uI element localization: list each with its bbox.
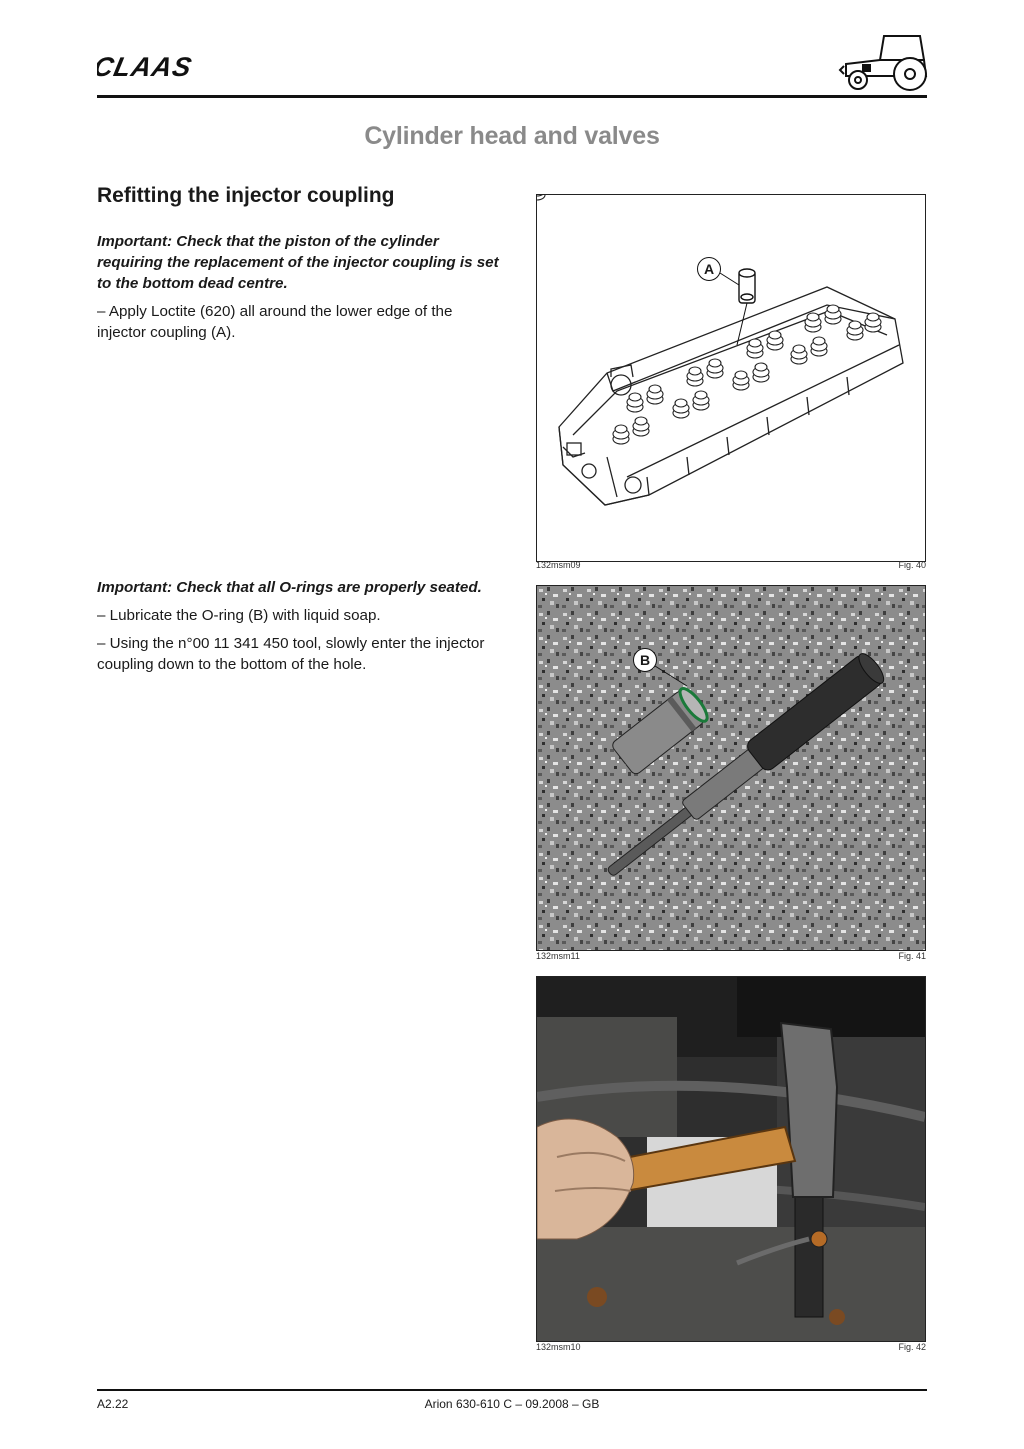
section-title: Refitting the injector coupling — [97, 184, 395, 207]
important-note-2: Important: Check that all O-rings are properly seated. — [97, 579, 482, 596]
figure-number: Fig. 40 — [898, 560, 926, 570]
hammer-photo — [536, 976, 926, 1342]
tractor-icon — [836, 30, 930, 92]
instruction-block-2 — [97, 577, 502, 682]
document-reference: Arion 630-610 C – 09.2008 – GB — [424, 1397, 600, 1411]
figure-code: 132msm10 — [536, 1342, 581, 1352]
instruction-block-1 — [97, 231, 502, 350]
callout-a: A — [697, 257, 721, 281]
tool-photo — [536, 585, 926, 951]
figure-number: Fig. 41 — [898, 951, 926, 961]
figure-code: 132msm11 — [536, 951, 580, 961]
callout-b: B — [633, 648, 657, 672]
step-enter-coupling: – Using the n°00 11 341 450 tool, slowly enter the injector coupling down to the bottom of the hole. — [97, 635, 485, 673]
step-lubricate-oring: – Lubricate the O-ring (B) with liquid soap. — [97, 607, 381, 624]
important-note-1: Important: Check that the piston of the cylinder requiring the replacement of the injector coupling is set to the bottom dead centre. — [97, 233, 499, 292]
page-number: A2.22 — [97, 1397, 129, 1411]
figure-number: Fig. 42 — [898, 1342, 926, 1352]
header-rule — [97, 95, 927, 98]
step-apply-loctite: – Apply Loctite (620) all around the lower edge of the injector coupling (A). — [97, 303, 453, 341]
figure-code: 132msm09 — [536, 560, 581, 570]
footer-rule — [97, 1389, 927, 1391]
svg-text:CLAAS: CLAAS — [97, 52, 196, 82]
cylinder-head-drawing — [536, 194, 926, 562]
page-title: Cylinder head and valves — [364, 122, 660, 150]
claas-logo — [97, 52, 215, 82]
